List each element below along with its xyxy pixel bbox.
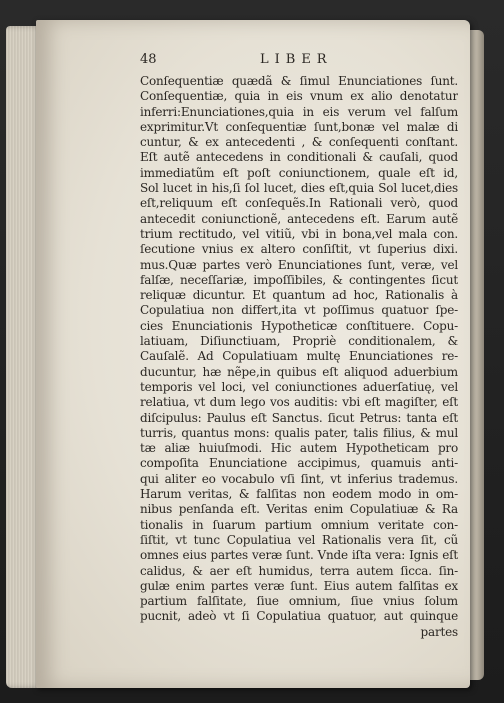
text-line: falſæ, neceſſariæ, impoſſibiles, & contingentes ſicut	[140, 272, 458, 287]
text-line: partium falſitate, ſiue omnium, ſiue vnius ſolum	[140, 594, 458, 609]
text-line: Conſequentiæ, quia in eis vnum ex alio denotatur	[140, 89, 458, 104]
text-line: Sol lucet in his,ſi ſol lucet, dies eſt,quia Sol lucet,dies	[140, 181, 458, 196]
page-number: 48	[140, 52, 157, 67]
text-line: trium rectitudo, vel vitiũ, vbi in bona,vel mala con.	[140, 226, 458, 241]
body-text	[140, 74, 458, 640]
text-line: pucnit, adeò vt ſi Copulatiua quatuor, aut quinque	[140, 609, 458, 624]
text-line: immediatũm eſt poſt coniunctionem, quale eſt id,	[140, 165, 458, 180]
text-line: reliquæ dicuntur. Et quantum ad hoc, Rationalis à	[140, 288, 458, 303]
text-line: inferri:Enunciationes,quia in eis verum vel falſum	[140, 104, 458, 119]
text-line: relatiua, vt dum lego vos auditis: vbi eſt magiſter, eſt	[140, 395, 458, 410]
catchword: partes	[420, 624, 458, 639]
text-line: cuntur, & ex antecedenti , & conſequenti conſtant.	[140, 135, 458, 150]
text-line: omnes eius partes veræ ſunt. Vnde iſta vera: Ignis eſt	[140, 548, 458, 563]
text-line: calidus, & aer eſt humidus, terra autem ſicca. ſin-	[140, 563, 458, 578]
text-line: gulæ enim partes veræ ſunt. Eius autem falſitas ex	[140, 578, 458, 593]
text-line: Copulatiua non differt,ita vt poſſimus quatuor ſpe-	[140, 303, 458, 318]
text-line: latiuam, Diſiunctiuam, Propriè conditionalem, &	[140, 334, 458, 349]
text-line: Conſequentiæ quædã & ſimul Enunciationes ſunt.	[140, 74, 458, 88]
text-line: nibus penſanda eſt. Veritas enim Copulatiuæ & Ra	[140, 502, 458, 517]
page-header	[140, 52, 458, 74]
text-line: qui aliter eo vocabulo vſi ſint, vt inferius trademus.	[140, 471, 458, 486]
text-line: eſt,reliquum eſt conſequẽs.In Rationali verò, quod	[140, 196, 458, 211]
text-line: ducuntur, hæ nẽpe,in quibus eſt aliquod aduerbium	[140, 364, 458, 379]
page-text	[140, 52, 458, 640]
text-line: cies Enunciationis Hypotheticæ conſtituere. Copu-	[140, 318, 458, 333]
text-line: tionalis in ſuarum partium omnium veritate con-	[140, 517, 458, 532]
text-line: mus.Quæ partes verò Enunciationes ſunt, veræ, vel	[140, 257, 458, 272]
text-line: Eſt autẽ antecedens in conditionali & cauſali, quod	[140, 150, 458, 165]
text-line: compoſita Enunciatione accipimus, quamuis anti-	[140, 456, 458, 471]
text-line: antecedit coniunctionẽ, antecedens eſt. Earum autẽ	[140, 211, 458, 226]
text-line: turris, quantus mons: qualis pater, talis filius, & mul	[140, 425, 458, 440]
running-title: LIBER	[260, 52, 333, 67]
text-line: diſcipulus: Paulus eſt Sanctus. ſicut Petrus: tanta eſt	[140, 410, 458, 425]
text-line: temporis vel loci, vel coniunctiones aduerſatiuę, vel	[140, 379, 458, 394]
text-line: ſecutione vnius ex altero conſiſtit, vt ſuperius dixi.	[140, 242, 458, 257]
text-line: Cauſalẽ. Ad Copulatiuam multę Enunciationes re-	[140, 349, 458, 364]
text-line: Harum veritas, & falſitas non eodem modo in om-	[140, 487, 458, 502]
text-line: exprimitur.Vt conſequentiæ ſunt,bonæ vel malæ di	[140, 119, 458, 134]
text-line: ſiſtit, vt tunc Copulatiua vel Rationalis vera ſit, cũ	[140, 532, 458, 547]
text-line: tæ aliæ huiuſmodi. Hic autem Hypotheticam pro	[140, 441, 458, 456]
